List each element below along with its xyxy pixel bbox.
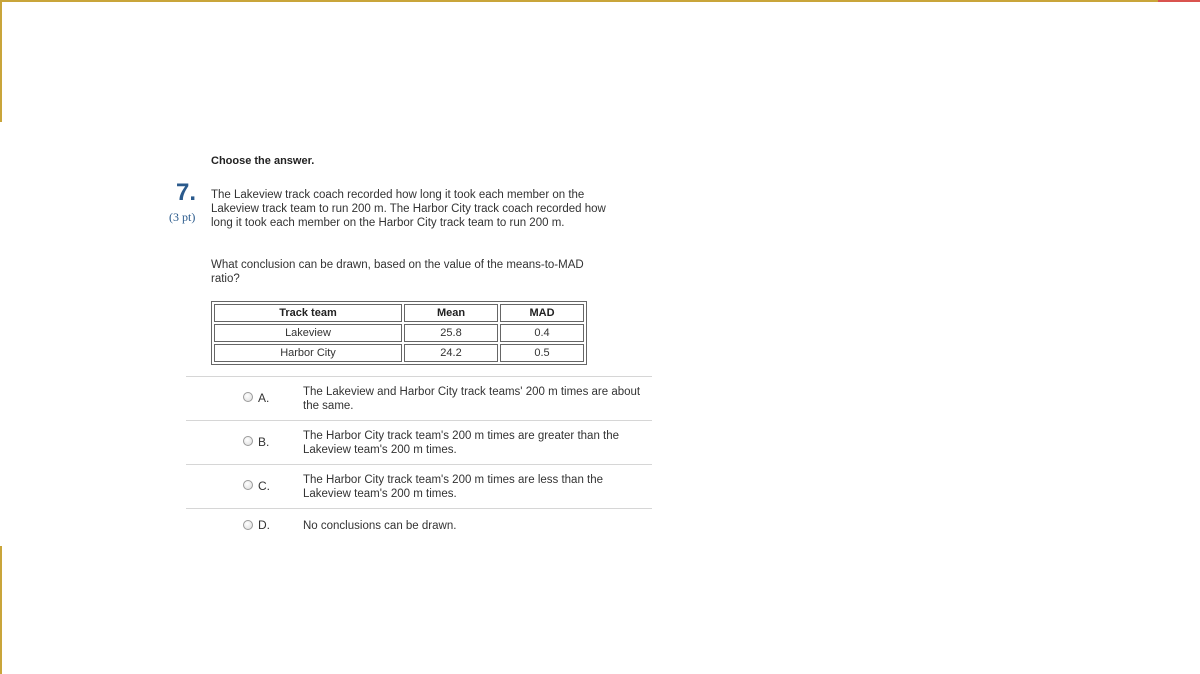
- option-a-letter: A.: [258, 391, 270, 405]
- option-b[interactable]: [186, 420, 652, 464]
- data-table: [211, 301, 587, 365]
- table-row: [214, 324, 584, 342]
- table-header-mean: Mean: [404, 304, 498, 322]
- option-d-radio[interactable]: [243, 520, 253, 530]
- option-d[interactable]: [186, 508, 652, 549]
- table-header-mad: MAD: [500, 304, 584, 322]
- question-text: The Lakeview track coach recorded how long it took each member on the Lakeview track team to run 200 m. The Harbor City track coach recorded how long it took each member on the Harbor City track team to run 200 m.: [211, 189, 606, 229]
- option-c-letter: C.: [258, 479, 270, 493]
- table-cell-mad: 0.4: [500, 324, 584, 342]
- option-c-text: The Harbor City track team's 200 m times are less than the Lakeview team's 200 m times.: [303, 474, 604, 500]
- table-header-row: [214, 304, 584, 322]
- table-header-track-team: Track team: [214, 304, 402, 322]
- option-d-letter: D.: [258, 518, 270, 532]
- option-c[interactable]: [186, 464, 652, 508]
- option-d-text: No conclusions can be drawn.: [303, 520, 457, 532]
- question-number: 7.: [176, 179, 197, 206]
- option-a-radio[interactable]: [243, 392, 253, 402]
- instruction-text: Choose the answer.: [211, 155, 315, 167]
- option-b-text: The Harbor City track team's 200 m times are greater than the Lakeview team's 200 m times.: [303, 430, 620, 456]
- option-b-radio[interactable]: [243, 436, 253, 446]
- table-cell-mean: 24.2: [404, 344, 498, 362]
- table-cell-mad: 0.5: [500, 344, 584, 362]
- left-border-bottom: [0, 546, 2, 674]
- table-cell-team: Lakeview: [214, 324, 402, 342]
- table-cell-team: Harbor City: [214, 344, 402, 362]
- top-border-accent: [1158, 0, 1200, 2]
- top-border-line: [0, 0, 1200, 2]
- question-points: (3 pt): [169, 210, 196, 224]
- option-b-letter: B.: [258, 435, 270, 449]
- question-prompt: What conclusion can be drawn, based on the value of the means-to-MAD ratio?: [211, 259, 584, 285]
- answer-options: [186, 376, 652, 549]
- option-a-text: The Lakeview and Harbor City track teams' 200 m times are about the same.: [303, 386, 641, 412]
- option-c-radio[interactable]: [243, 480, 253, 490]
- table-cell-mean: 25.8: [404, 324, 498, 342]
- left-border-top: [0, 0, 2, 122]
- option-a[interactable]: [186, 376, 652, 420]
- table-row: [214, 344, 584, 362]
